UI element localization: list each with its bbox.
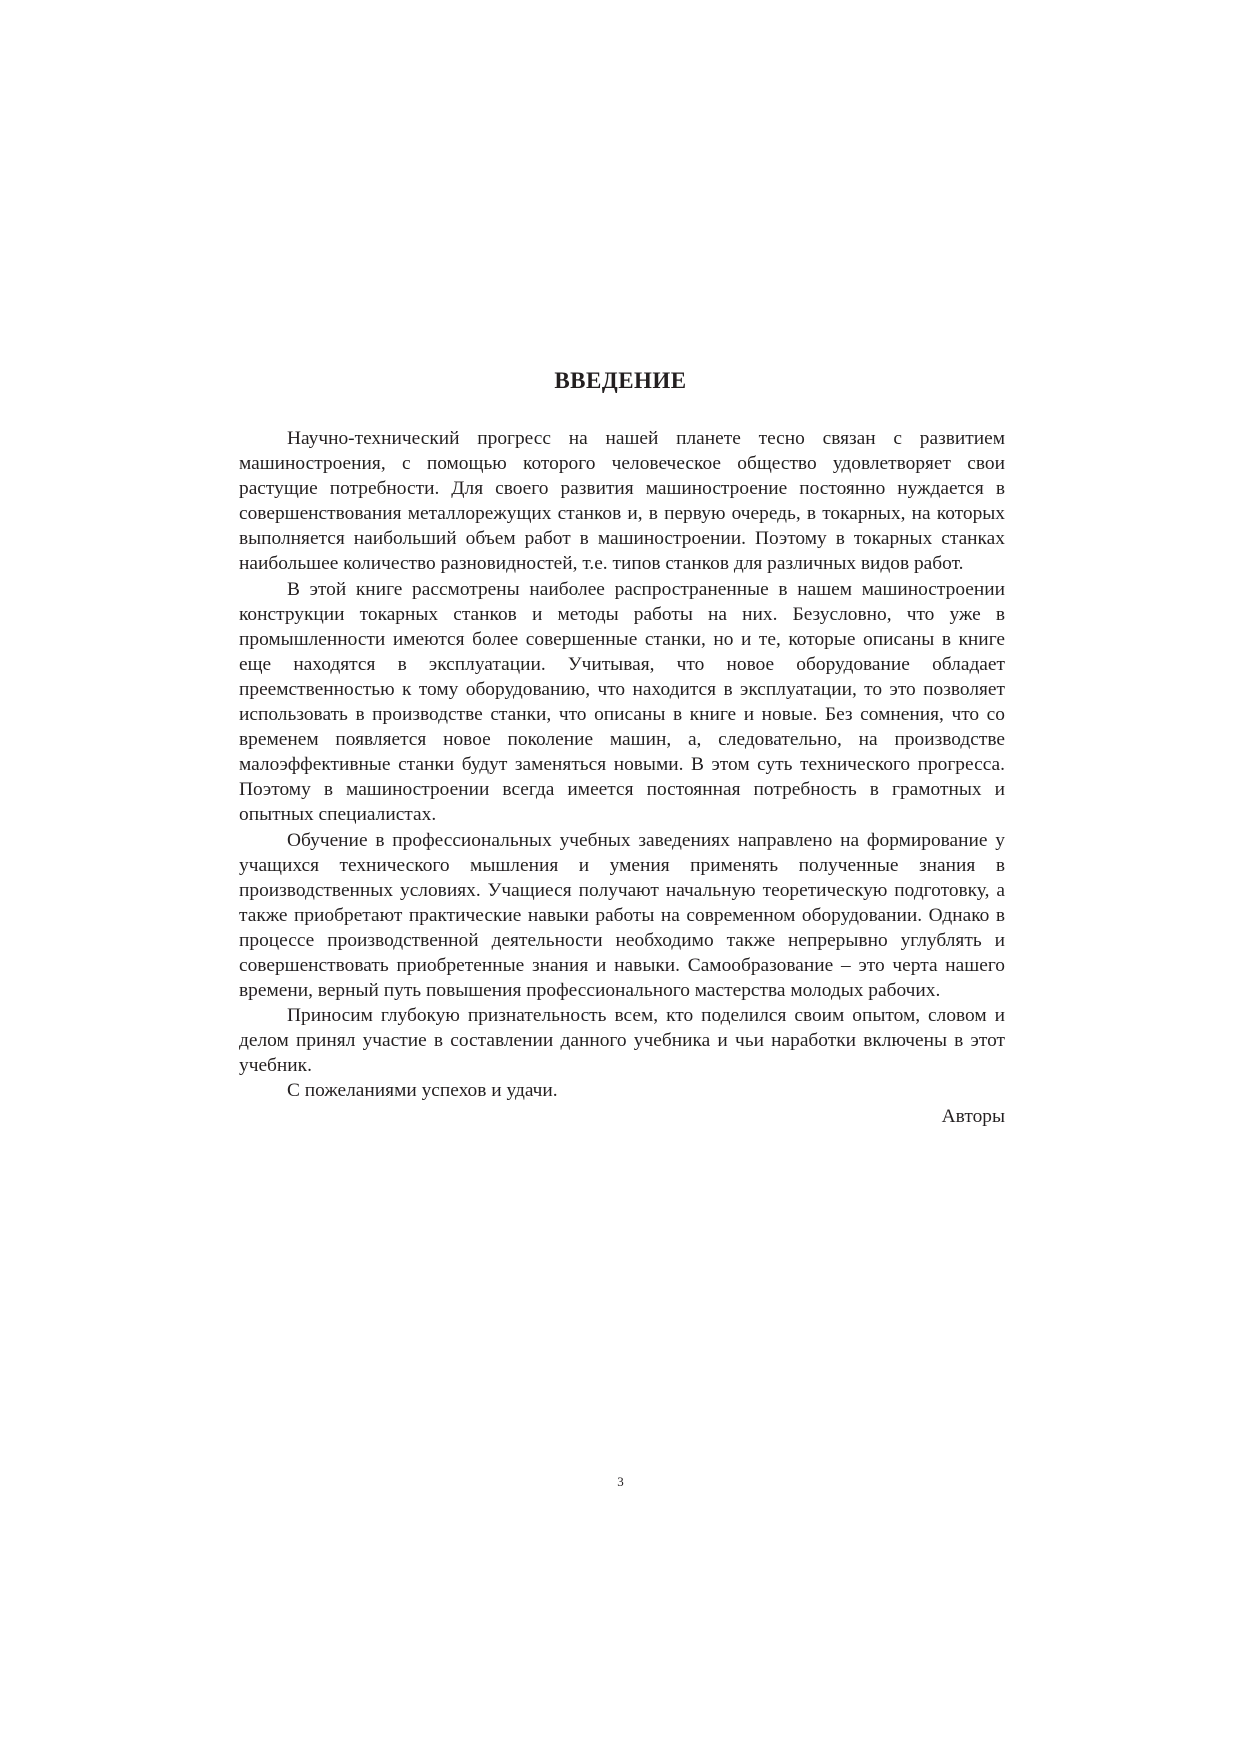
- paragraph-4: Приносим глубокую признательность всем, кто поделился своим опытом, словом и делом принял участие в составлении данного учебника и чьи наработки включены в этот учебник.: [239, 1005, 1005, 1077]
- paragraph-2: В этой книге рассмотрены наиболее распространенные в нашем машиностроении конструкции токарных станков и методы работы на них. Безусловно, что уже в промышленности имеются более совершенные станки, но и те, которые описаны в книге еще находятся в эксплуатации. Учитывая, что новое оборудование обладает преемственностью к тому оборудованию, что находится в эксплуатации, то это позволяет использовать в производстве станки, что описаны в книге и новые. Без сомнения, что со временем появляется новое поколение машин, а, следовательно, на производстве малоэффективные станки будут заменяться новыми. В этом суть технического прогресса. Поэтому в машиностроении всегда имеется постоянная потребность в грамотных и опытных специалистах.: [239, 578, 1005, 826]
- page-title: ВВЕДЕНИЕ: [554, 368, 687, 393]
- page-number: 3: [617, 1474, 624, 1489]
- paragraph-3: Обучение в профессиональных учебных заведениях направлено на формирование у учащихся технического мышления и умения применять полученные знания в производственных условиях. Учащиеся получают начальную теоретическую подготовку, а также приобретают практические навыки работы на современном оборудовании. Однако в процессе производственной деятельности необходимо также непрерывно углублять и совершенствовать приобретенные знания и навыки. Самообразование – это черта нашего времени, верный путь повышения профессионального мастерства молодых рабочих.: [239, 829, 1005, 1002]
- paragraph-1: Научно-технический прогресс на нашей планете тесно связан с развитием машиностроения, с помощью которого человеческое общество удовлетворяет свои растущие потребности. Для своего развития машиностроение постоянно нуждается в совершенствования металлорежущих станков и, в первую очередь, в токарных, на которых выполняется наибольший объем работ в машиностроении. Поэтому в токарных станках наибольшее количество разновидностей, т.е. типов станков для различных видов работ.: [239, 428, 1005, 575]
- body-text: [239, 426, 1005, 1129]
- closing-wish: С пожеланиями успехов и удачи.: [287, 1080, 558, 1102]
- authors-signature: Авторы: [941, 1105, 1005, 1127]
